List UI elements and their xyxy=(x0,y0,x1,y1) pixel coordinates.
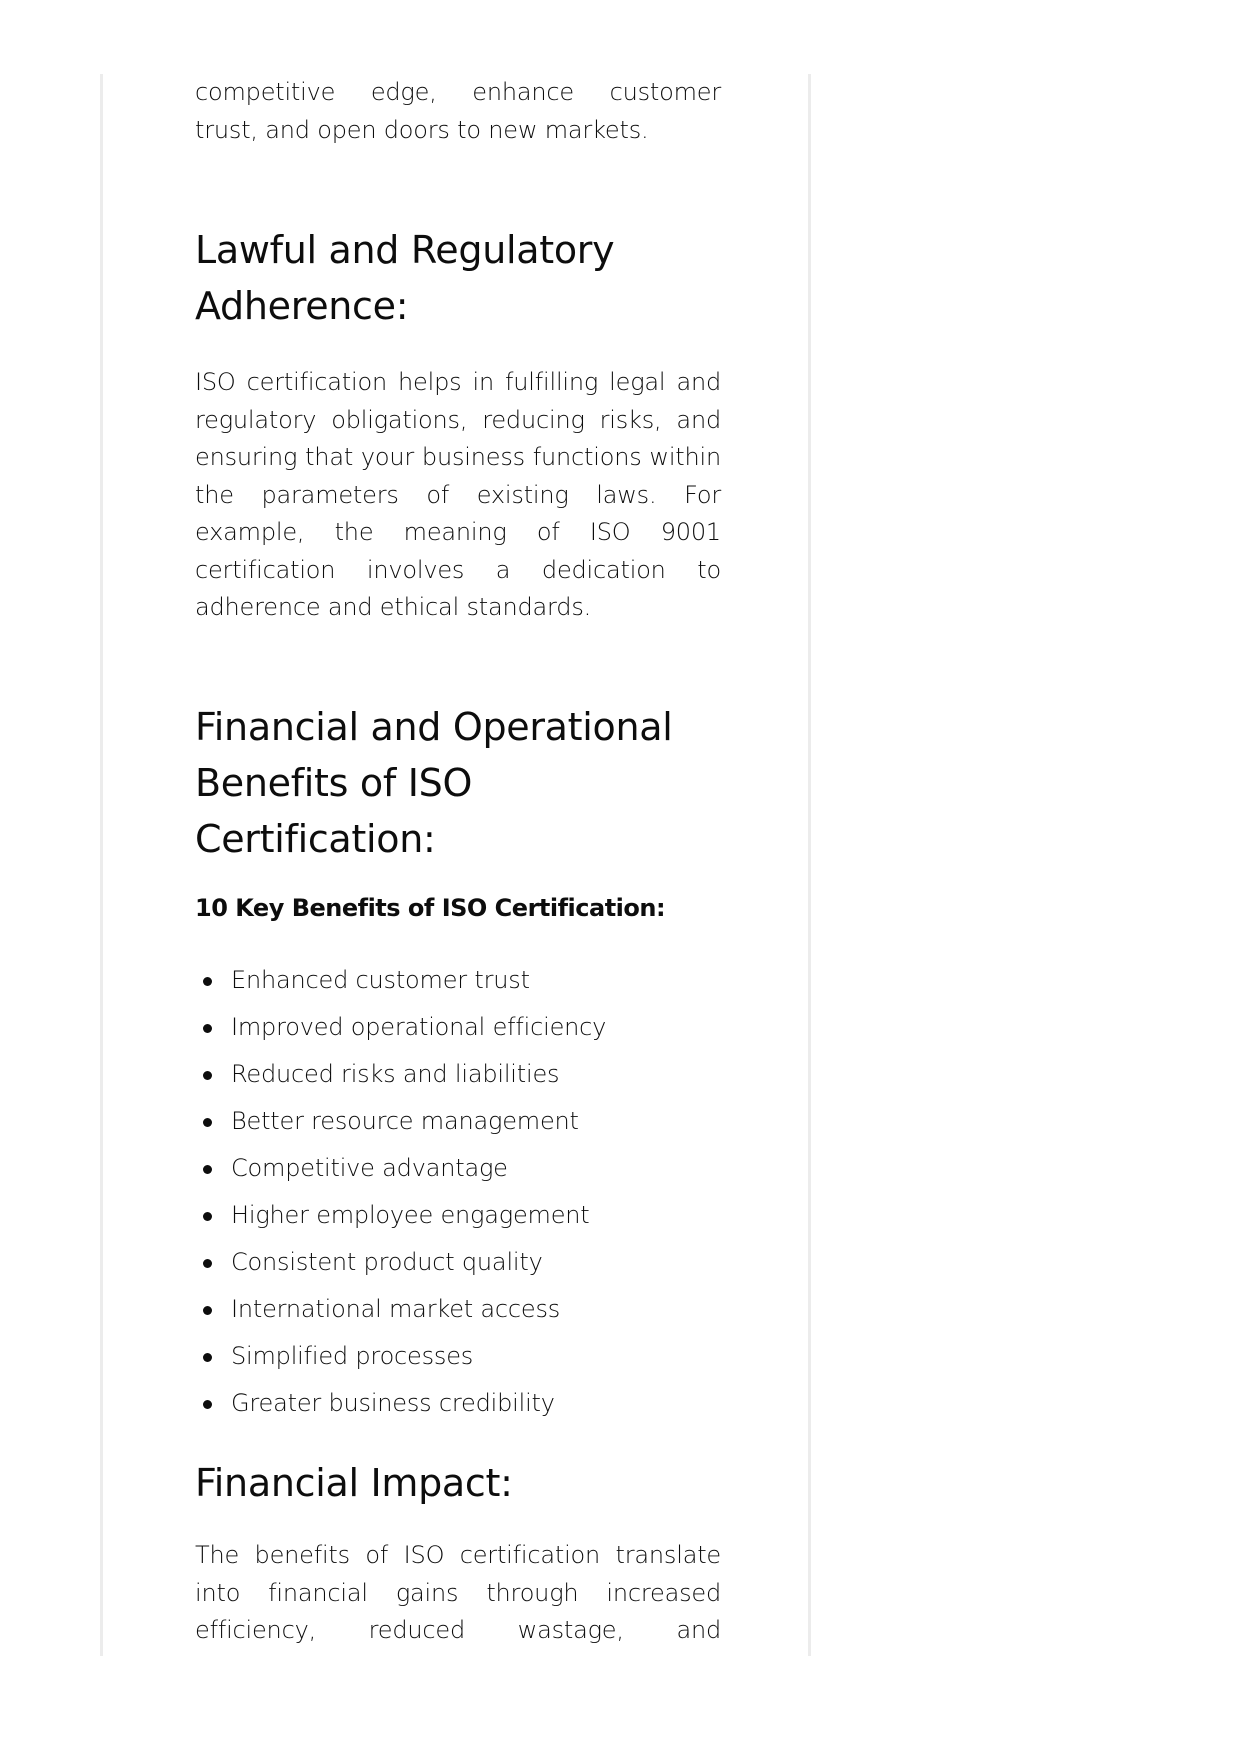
section-heading-financial-impact: Financial Impact: xyxy=(195,1461,513,1505)
financial-impact-line-1: The benefits of ISO certification translate xyxy=(195,1541,721,1569)
list-item xyxy=(195,1239,721,1286)
bullet-icon xyxy=(203,1071,212,1080)
list-item xyxy=(195,1192,721,1239)
list-item xyxy=(195,1380,721,1427)
list-item xyxy=(195,957,721,1004)
section-heading-legal-line-2: Adherence: xyxy=(195,284,409,328)
list-item xyxy=(195,1286,721,1333)
bullet-icon xyxy=(203,1400,212,1409)
bullet-icon xyxy=(203,977,212,986)
bullet-icon xyxy=(203,1212,212,1221)
bullet-icon xyxy=(203,1259,212,1268)
benefits-subheading: 10 Key Benefits of ISO Certification: xyxy=(195,894,666,922)
list-item xyxy=(195,1098,721,1145)
list-item xyxy=(195,1004,721,1051)
section-heading-financial-operational xyxy=(195,699,721,867)
list-item-label: Simplified processes xyxy=(231,1342,474,1370)
list-item-label: International market access xyxy=(231,1295,561,1323)
bullet-icon xyxy=(203,1353,212,1362)
list-item xyxy=(195,1145,721,1192)
list-item-label: Enhanced customer trust xyxy=(231,966,530,994)
list-item xyxy=(195,1333,721,1380)
bullet-icon xyxy=(203,1165,212,1174)
intro-paragraph xyxy=(195,74,721,149)
list-item-label: Competitive advantage xyxy=(231,1154,508,1182)
section-legal-paragraph: ISO certification helps in fulfilling legal and regulatory obligations, reducing risks, and ensuring that your business functions within the parameters of existing laws. For example, the meaning of ISO 9001 certification involves a dedication to adherence and ethical standards. xyxy=(195,368,721,621)
bullet-icon xyxy=(203,1306,212,1315)
section-heading-fo-line-1: Financial and Operational xyxy=(195,705,673,749)
section-legal xyxy=(195,222,721,627)
section-financial-impact xyxy=(195,1455,721,1650)
financial-impact-line-3: efficiency, reduced wastage, and xyxy=(195,1616,721,1644)
list-item-label: Improved operational efficiency xyxy=(231,1013,607,1041)
section-heading-legal xyxy=(195,222,721,334)
bullet-icon xyxy=(203,1024,212,1033)
list-item-label: Greater business credibility xyxy=(231,1389,555,1417)
benefits-list xyxy=(195,957,721,1427)
list-item-label: Consistent product quality xyxy=(231,1248,543,1276)
bullet-icon xyxy=(203,1118,212,1127)
financial-impact-line-2: into financial gains through increased xyxy=(195,1578,721,1607)
section-heading-fo-line-2: Benefits of ISO Certification: xyxy=(195,761,473,861)
section-heading-legal-line-1: Lawful and Regulatory xyxy=(195,228,615,272)
list-item-label: Reduced risks and liabilities xyxy=(231,1060,560,1088)
list-item-label: Higher employee engagement xyxy=(231,1201,590,1229)
financial-impact-paragraph xyxy=(195,1537,721,1650)
list-item xyxy=(195,1051,721,1098)
section-financial-operational xyxy=(195,699,721,1427)
intro-line-2: trust, and open doors to new markets. xyxy=(195,115,649,144)
list-item-label: Better resource management xyxy=(231,1107,579,1135)
intro-line-1: competitive edge, enhance customer xyxy=(195,78,721,106)
